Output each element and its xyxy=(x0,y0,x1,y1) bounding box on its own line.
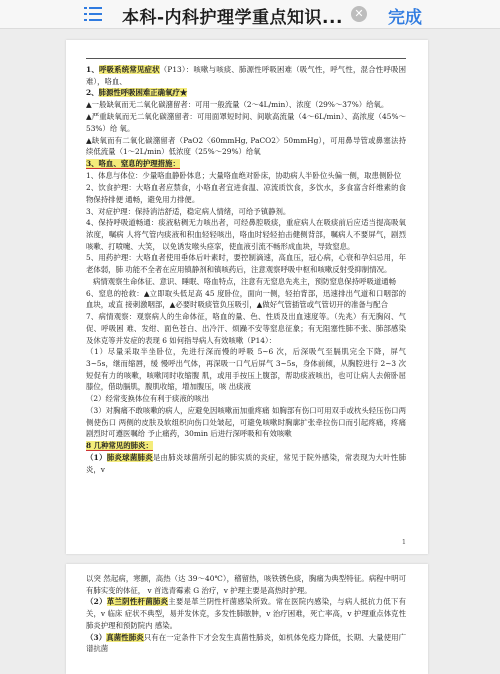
paragraph xyxy=(86,217,406,252)
menu-icon[interactable] xyxy=(84,4,102,24)
paragraph-text: 6、窒息的抢救：▲立即取头低足高 45 度卧位，面向一侧，轻拍背部，迅速排出气道和口咽部的血块，或直 接刺激咽部，▲必要时吸痰管负压吸引，▲做好气管插管或气管切开的准备与配合 xyxy=(86,288,406,310)
page-top-rule xyxy=(86,58,406,59)
paragraph-text: 3、对症护理：保持消洁舒适，稳定病人情绪，可给予镇静剂。 xyxy=(86,206,291,216)
paragraph xyxy=(86,452,406,475)
section-heading: 3、咯血、窒息的护理措施： xyxy=(86,159,180,169)
highlighted-term: 肺源性呼吸困难正确氧疗★ xyxy=(98,88,188,98)
paragraph-text: ▲一般缺氧而无二氧化碳潴留者：可用一般流量（2～4L/min）、浓度（29%～37%）给氧。 xyxy=(86,100,389,110)
highlighted-term: 真菌性肺炎 xyxy=(106,632,144,642)
page-1-content xyxy=(86,64,406,475)
paragraph-text: 5、用药护理：大咯血者使用垂体后叶素时，要控制滴速，高血压，冠心病，心衰和孕妇忌用，年老体弱，肺 功能不全者在应用镇静剂和镇咳药后，注意观察呼吸中枢和咳嗽反射受抑制情况。 xyxy=(86,253,406,275)
clear-icon[interactable]: ✕ xyxy=(351,6,367,22)
document-page-2 xyxy=(66,564,428,674)
paragraph xyxy=(86,573,406,596)
paragraph-text: 2、饮食护理：大咯血者应禁食，小咯血者宜进食温、凉流质饮食，多饮水，多食富含纤维素的食物保持排便 通畅，避免用力排便。 xyxy=(86,183,406,204)
paragraph-text: 1、体息与体位：少量咯血静卧体息；大量咯血绝对卧床，协助病人半卧位头偏一侧，取患侧卧位 xyxy=(86,171,402,181)
paragraph xyxy=(86,405,406,440)
highlighted-term: 肺炎球菌肺炎 xyxy=(106,452,153,462)
paragraph-text: 只有在一定条件下才会发生真菌性肺炎，如机体免疫力降低，长期、大量使用广谱抗菌 xyxy=(86,632,406,654)
paragraph xyxy=(86,111,406,134)
highlighted-term: 呼吸系统常见症状 xyxy=(98,65,160,74)
paragraph-text: 是由肺炎球菌所引起的肺实质的炎症，常见于院外感染，常表现为大叶性肺炎，v xyxy=(86,452,406,474)
paragraph xyxy=(86,206,406,218)
paragraph xyxy=(86,311,406,346)
highlighted-term: 革兰阴性杆菌肺炎 xyxy=(106,597,169,607)
page-number: 1 xyxy=(401,538,406,546)
paragraph-text: 4、保持呼吸道畅通：痰液粘稠无力咳出者，可经鼻腔吸痰，重症病人在吸痰前后应适当提高吸氧浓度，嘱病 人将气管内痰液和积血轻轻咳出，咯血时轻轻拍击健侧背部，嘱病人不要屏气，剧烈咳嗽、打喷嚏、大笑， 以免诱发喉头痉挛，使血液引流不畅形成血块，导致窒息。 xyxy=(86,218,406,251)
done-button[interactable]: 完成 xyxy=(388,8,422,28)
paragraph xyxy=(86,182,406,205)
paragraph-text: 以突 然起病，寒颤，高热（达 39～40℃），稽留热，咳铁锈色痰，胸痛为典型特征。病程中明可有肺实变的体征， v 首选青霉素 G 治疗，v 护理主要是高热时护理。 xyxy=(86,574,406,595)
page-2-content xyxy=(86,573,406,655)
item-number: （3） xyxy=(86,632,107,642)
top-navigation-bar xyxy=(0,0,500,29)
item-number: （1） xyxy=(86,452,107,462)
paragraph-text: 7、病情观察：观察病人的生命体征，咯血的量、色、性质及出血速度等。（先兆）有无胸闷、气促、呼吸困 难、发绀、面色苍白、出冷汗、烦躁不安等窒息征象；有无阻塞性肺不张、肺部感染及休克等并发症的表现 6 如何指导病人有效咳嗽（P14）： xyxy=(86,312,406,345)
paragraph xyxy=(86,440,406,452)
paragraph xyxy=(86,632,406,655)
document-page-1 xyxy=(66,40,428,554)
paragraph xyxy=(86,99,406,111)
paragraph-text: 主要是革兰阴性杆菌感染所致。常在医院内感染，与病人抵抗力低下有关，v 临床 症状不典型，易并发休克，多发性肺脓肿，v 治疗困难，死亡率高，v 护理重点体克性肺炎护理和预防院内 感染。 xyxy=(86,597,406,630)
section-heading: 8 几种常见的肺炎： xyxy=(86,441,153,451)
paragraph-text: （P13）：咳嗽与咳痰、肺源性呼吸困难（吸气性，呼气性，混合性呼吸困难），咯血、 xyxy=(86,65,406,86)
paragraph-text: （1）尽量采取半坐卧位，先进行深而慢的呼吸 5~6 次，后深吸气至膈肌完全下降，屏气 3~5s，继而缩唇，缓 慢呼出气体，再深吸一口气后屏气 3~5s，身体前倾，从胸腔进行 2~3 次短促有力的咳嗽，咳嗽同时收缩腹 肌，或用手按压上腹部，帮助痰液咳出，也可让病人去俯卧屈膝位，借助膈肌，腹肌收缩，增加腹压，咳 出痰液 xyxy=(86,347,406,392)
paragraph xyxy=(86,393,406,405)
item-number: 1、 xyxy=(86,65,99,74)
paragraph xyxy=(86,276,406,288)
paragraph-text: ▲缺氧而有二氧化碳潴留者（PaO2〈60mmHg, PaCO2〉50mmHg），可用鼻导管或鼻塞法持续低流量（1～2L/min）低浓度（25%～29%）给氧 xyxy=(86,135,406,157)
paragraph xyxy=(86,288,406,311)
document-title: 本科-内科护理学重点知识... xyxy=(122,8,343,28)
paragraph xyxy=(86,346,406,392)
paragraph xyxy=(86,252,406,275)
paragraph xyxy=(86,135,406,158)
item-number: （2） xyxy=(86,597,107,607)
paragraph-text: ▲严重缺氧而无二氧化碳潴留者：可用面罩短时间、间歇高流量（4～6L/min）、高浓度（45%～53%）给 氧。 xyxy=(86,112,406,133)
paragraph xyxy=(86,170,406,182)
paragraph-text: （3）对胸痛不敢咳嗽的病人，应避免因咳嗽而加重疼痛 如胸部有伤口可用双手或枕头轻压伤口两侧使伤口 两侧的皮肤及软组织向伤口处皱起，可避免咳嗽时胸廓扩张牵拉伤口而引起疼痛，疼痛剧烈时可遵医嘱给 予止痛药，30min 后进行深呼吸和有效咳嗽 xyxy=(86,405,406,439)
paragraph xyxy=(86,596,406,631)
paragraph xyxy=(86,158,406,170)
item-number: 2、 xyxy=(86,88,99,98)
paragraph-text: 病情观察生命体征、意识、睡眠、咯血特点，注意有无窒息先兆主，预防窒息保持呼吸道通畅 xyxy=(93,276,397,286)
paragraph xyxy=(86,87,406,99)
paragraph-text: （2）经常变换体位有利于痰液的咳出 xyxy=(86,394,209,404)
paragraph xyxy=(86,64,406,87)
